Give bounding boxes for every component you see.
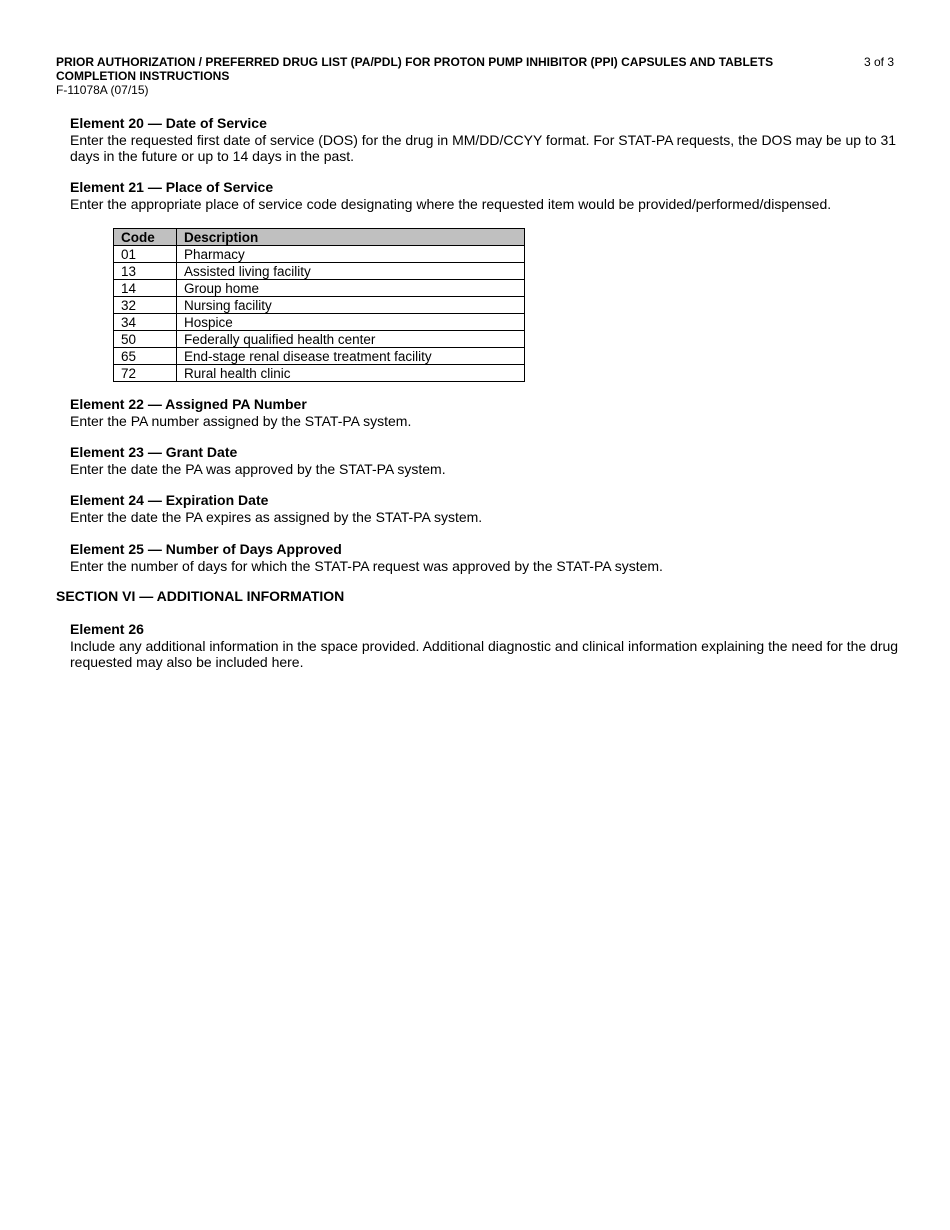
table-row: [114, 246, 525, 263]
page-header: [56, 55, 896, 97]
element-24-title: Element 24 — Expiration Date: [70, 492, 269, 508]
element-22-text: Enter the PA number assigned by the STAT-PA system.: [70, 412, 412, 429]
column-header-description: Description: [177, 229, 525, 246]
element-26-title: Element 26: [70, 621, 144, 637]
page-number: 3 of 3: [863, 55, 894, 69]
column-header-code: Code: [114, 229, 177, 246]
element-21-title: Element 21 — Place of Service: [70, 179, 274, 195]
cell-code: 14: [114, 280, 177, 297]
table-row: [114, 263, 525, 280]
cell-code: 13: [114, 263, 177, 280]
element-25-title: Element 25 — Number of Days Approved: [70, 541, 342, 557]
element-23-text: Enter the date the PA was approved by the STAT-PA system.: [70, 460, 446, 477]
element-25-text: Enter the number of days for which the STAT-PA request was approved by the STAT-PA system.: [70, 557, 663, 574]
table-row: [114, 297, 525, 314]
cell-description: Federally qualified health center: [177, 331, 525, 348]
section-6-heading: SECTION VI — ADDITIONAL INFORMATION: [56, 588, 345, 604]
document-title-line2: COMPLETION INSTRUCTIONS: [56, 69, 230, 83]
element-21: [70, 179, 900, 212]
cell-code: 72: [114, 365, 177, 382]
table-row: [114, 331, 525, 348]
element-20-title: Element 20 — Date of Service: [70, 115, 267, 131]
element-21-text: Enter the appropriate place of service code designating where the requested item would be provided/performed/dispensed.: [70, 195, 832, 212]
element-24: [70, 492, 900, 525]
cell-code: 01: [114, 246, 177, 263]
table-row: [114, 314, 525, 331]
table-header-row: [114, 229, 525, 246]
cell-description: Nursing facility: [177, 297, 525, 314]
element-26-text: Include any additional information in the space provided. Additional diagnostic and clinical information explaining the need for the drug requested may also be included here.: [70, 637, 899, 670]
document-title-line1: PRIOR AUTHORIZATION / PREFERRED DRUG LIST (PA/PDL) FOR PROTON PUMP INHIBITOR (PPI) CAPSULES AND TABLETS: [56, 55, 774, 69]
element-22: [70, 396, 900, 429]
document-title: [56, 55, 836, 83]
cell-description: Pharmacy: [177, 246, 525, 263]
place-of-service-table: [113, 228, 525, 382]
cell-description: Assisted living facility: [177, 263, 525, 280]
cell-description: Group home: [177, 280, 525, 297]
element-26: [70, 621, 900, 671]
element-23-title: Element 23 — Grant Date: [70, 444, 238, 460]
element-25: [70, 541, 900, 574]
element-23: [70, 444, 900, 477]
cell-description: Rural health clinic: [177, 365, 525, 382]
element-20-text: Enter the requested first date of service (DOS) for the drug in MM/DD/CCYY format. For STAT-PA requests, the DOS may be up to 31 days in the future or up to 14 days in the past.: [70, 131, 897, 164]
cell-description: End-stage renal disease treatment facility: [177, 348, 525, 365]
cell-code: 50: [114, 331, 177, 348]
cell-code: 65: [114, 348, 177, 365]
table-row: [114, 280, 525, 297]
cell-code: 32: [114, 297, 177, 314]
element-20: [70, 115, 900, 165]
element-24-text: Enter the date the PA expires as assigned by the STAT-PA system.: [70, 508, 483, 525]
cell-description: Hospice: [177, 314, 525, 331]
table-row: [114, 365, 525, 382]
element-22-title: Element 22 — Assigned PA Number: [70, 396, 307, 412]
cell-code: 34: [114, 314, 177, 331]
form-number: F-11078A (07/15): [56, 83, 149, 97]
table-row: [114, 348, 525, 365]
